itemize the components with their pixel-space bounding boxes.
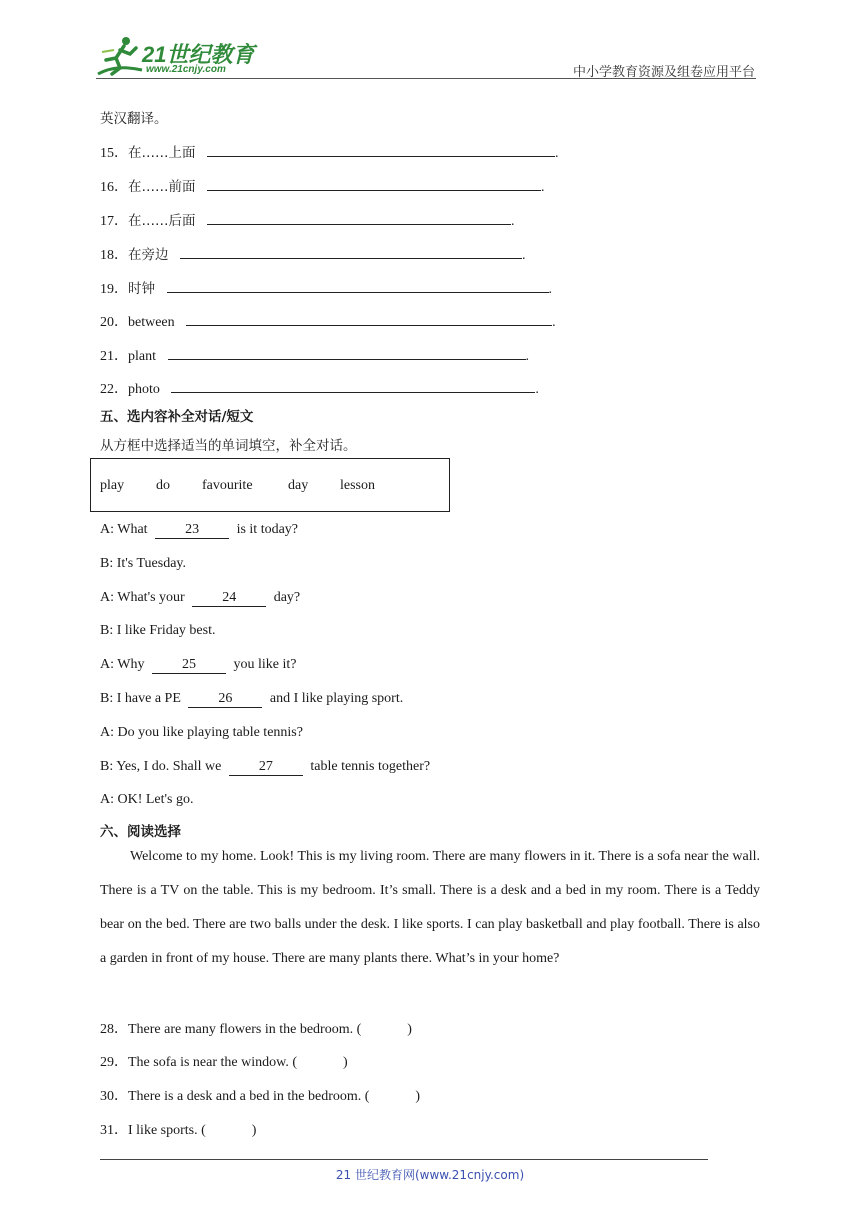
site-logo [96,34,266,80]
question-22: 22．photo . [100,378,539,398]
question-text: 在……上面 [128,145,196,161]
dialog-line-b1: B: It's Tuesday. [100,556,187,571]
question-15: 15．在……上面 . [100,141,559,162]
logo-url: www.21cnjy.com [146,64,226,75]
question-text: 在旁边 [128,247,169,263]
dialog-line-a2: A: What's your 24 day? [100,590,301,605]
word-bank-item: favourite [202,478,253,493]
footer-text[interactable]: 21 世纪教育网(www.21cnjy.com) [335,1168,525,1182]
question-text: 在……前面 [128,179,196,195]
dialog-line-a4: A: Do you like playing table tennis? [100,725,303,740]
answer-blank[interactable] [171,378,535,393]
answer-blank[interactable] [207,176,541,191]
logo-text: 21世纪教育 [142,42,255,67]
question-number: 18． [100,248,128,263]
dialog-line-b3: B: I have a PE 26 and I like playing sport. [100,691,404,706]
question-20: 20．between . [100,311,556,331]
word-bank-item: day [288,478,309,493]
question-text: 在……后面 [128,213,196,229]
question-number: 20． [100,315,128,330]
answer-blank[interactable] [186,311,552,326]
answer-blank[interactable] [168,345,526,360]
question-text: between [128,315,175,330]
question-31: 31．I like sports. ( ) [100,1123,257,1138]
word-bank-item: play [100,478,125,493]
word-bank-box [90,458,450,512]
answer-blank[interactable] [167,278,549,293]
question-text: 时钟 [128,281,155,297]
dialog-line-a5: A: OK! Let's go. [100,792,194,807]
section5-instruction: 从方框中选择适当的单词填空，补全对话。 [100,438,357,454]
dialog-line-a1: A: What 23 is it today? [100,522,299,537]
answer-blank[interactable] [207,210,511,225]
dialog-line-b2: B: I like Friday best. [100,623,216,638]
question-29: 29．The sofa is near the window. ( ) [100,1055,348,1070]
question-18: 18．在旁边 . [100,243,526,264]
question-text: plant [128,349,156,364]
question-number: 16． [100,180,128,195]
question-number: 19． [100,282,128,297]
question-number: 15． [100,146,128,161]
dialog-line-b4: B: Yes, I do. Shall we 27 table tennis together? [100,759,431,774]
section6-title: 六、阅读选择 [100,824,181,840]
dialog-blank-26[interactable]: 26 [188,692,262,708]
word-bank-item: lesson [340,478,375,493]
word-bank-item: do [156,478,170,493]
answer-blank[interactable] [180,244,522,259]
dialog-blank-23[interactable]: 23 [155,523,229,539]
dialog-blank-27[interactable]: 27 [229,760,303,776]
question-19: 19．时钟 . [100,277,552,298]
dialog-blank-25[interactable]: 25 [152,658,226,674]
question-30: 30．There is a desk and a bed in the bedroom. ( ) [100,1089,421,1104]
runner-icon [96,34,144,78]
dialog-blank-24[interactable]: 24 [192,591,266,607]
question-21: 21．plant . [100,345,529,365]
question-number: 22． [100,382,128,397]
header-platform-name: 中小学教育资源及组卷应用平台 [572,65,755,80]
section4-instruction: 英汉翻译。 [100,111,168,127]
passage-text: Welcome to my home. Look! This is my living room. There are many flowers in it. There is a sofa near the wall. There is a TV on the table. This is my bedroom. It’s small. There is a desk and a bed in my room. There is a Teddy bear on the bed. There are two balls under the desk. I like sports. I can play basketball and play football. There is also a garden in front of my house. There are many plants there. What’s in your home? [100,849,760,966]
section5-title: 五、选内容补全对话/短文 [100,409,254,425]
answer-blank[interactable] [207,142,555,157]
header-divider [96,78,756,79]
footer-divider [100,1159,708,1160]
question-16: 16．在……前面 . [100,175,545,196]
reading-passage [100,840,760,976]
dialog-line-a3: A: Why 25 you like it? [100,657,297,672]
question-text: photo [128,382,160,397]
question-17: 17．在……后面 . [100,209,515,230]
question-number: 21． [100,349,128,364]
question-28: 28．There are many flowers in the bedroom. ( ) [100,1022,412,1037]
question-number: 17． [100,214,128,229]
